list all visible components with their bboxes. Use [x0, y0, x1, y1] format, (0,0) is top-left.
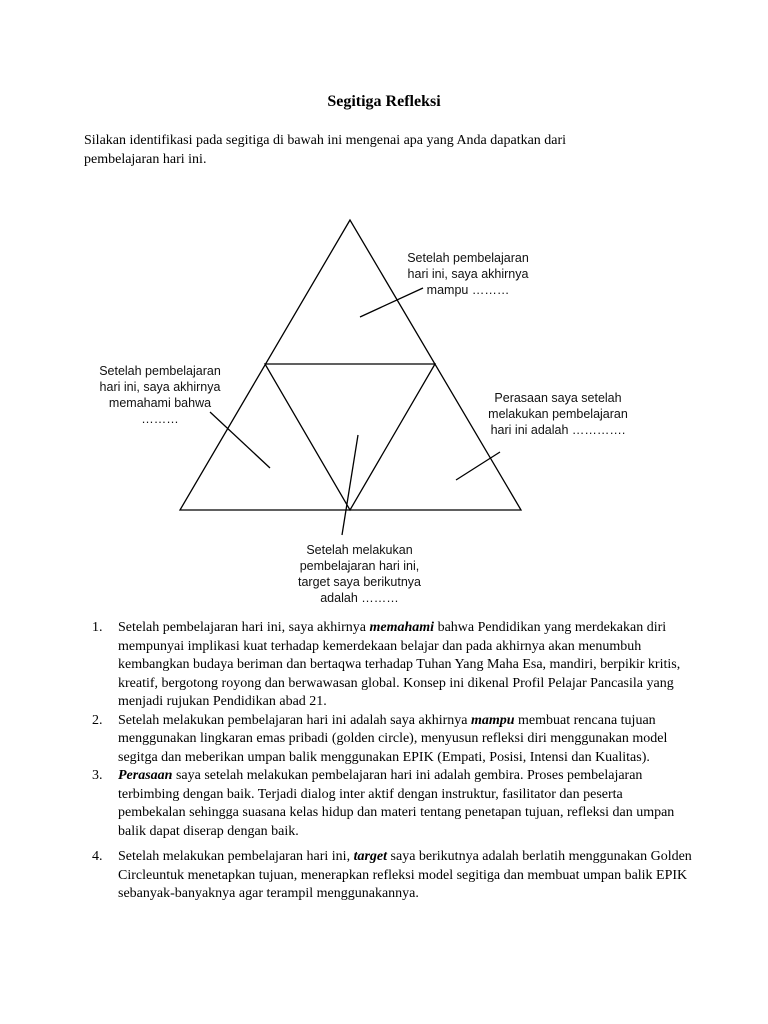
label-right: Perasaan saya setelah melakukan pembelajaran hari ini adalah …………. — [488, 391, 628, 437]
pointer-right — [456, 452, 500, 480]
label-top: Setelah pembelajaran hari ini, saya akhirnya mampu ……… — [407, 251, 529, 297]
list-item: 2. Setelah melakukan pembelajaran hari ini adalah saya akhirnya mampu membuat rencana tujuan menggunakan lingkaran emas pribadi (golden circle), menyusun refleksi diri menggunakan model segitga dan meberikan umpan balik menggunakan EPIK (Empati, Posisi, Intensi dan Kualitas). — [92, 712, 668, 765]
label-bottom: Setelah melakukan pembelajaran hari ini, target saya berikutnya adalah ……… — [298, 543, 421, 605]
page-title: Segitiga Refleksi — [327, 93, 441, 110]
reflection-triangle-diagram — [80, 210, 640, 610]
list-item: 1. Setelah pembelajaran hari ini, saya akhirnya memahami bahwa Pendidikan yang merdekakan diri mempunyai implikasi kuat terhadap kemerdekaan belajar dan pada akhirnya akan menumbuh kembangkan budaya beriman dan bertaqwa terhadap Tuhan Yang Maha Esa, mandiri, berpikir kritis, kreatif, bergotong royong dan berwawasan global. Konsep ini dikenal Profil Pelajar Pancasila yang menjadi rujukan Pendidikan abad 21. — [92, 620, 681, 709]
intro-text: Silakan identifikasi pada segitiga di bawah ini mengenai apa yang Anda dapatkan dari pembelajaran hari ini. — [84, 133, 567, 167]
reflection-list — [92, 619, 692, 904]
list-item: 4. Setelah melakukan pembelajaran hari ini, target saya berikutnya adalah berlatih menggunakan Golden Circleuntuk menetapkan tujuan, menerapkan refleksi model segitiga dan membuat umpan balik EPIK sebanyak-banyaknya agar terampil menggunakannya. — [92, 849, 692, 901]
list-item: 3. Perasaan saya setelah melakukan pembelajaran hari ini adalah gembira. Proses pembelajaran terbimbing dengan baik. Terjadi dialog inter aktif dengan instruktur, fasilitator dan peserta pembekalan sehingga suasana kelas hidup dan materi tentang penetapan tujuan, refleksi dan umpan balik dapat diserap dengan baik. — [92, 768, 675, 839]
pointer-bottom — [342, 435, 358, 535]
label-left: Setelah pembelajaran hari ini, saya akhirnya memahami bahwa ……… — [99, 364, 221, 426]
